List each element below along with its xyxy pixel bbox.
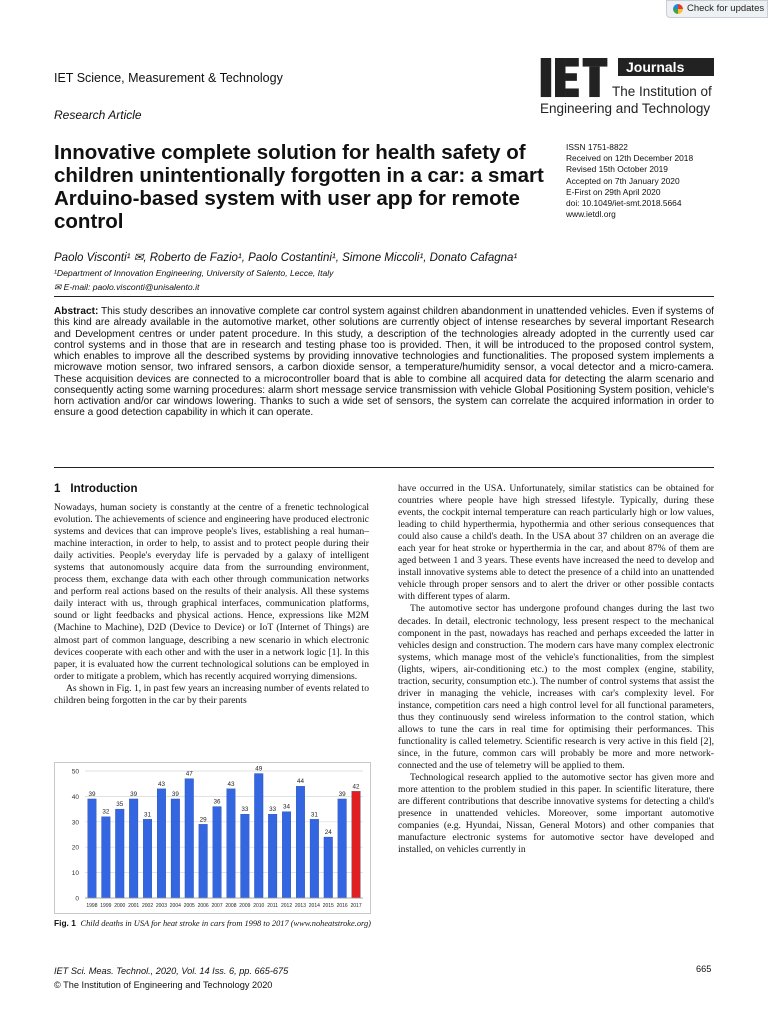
- bar: [338, 799, 347, 898]
- bar: [352, 791, 361, 898]
- data-label: 29: [199, 816, 207, 824]
- paragraph: Technological research applied to the automotive sector has given more and more attention to the problem studied in this paper. In scientific literature, there are different contributions that describe innovative systems for detecting a child's presence in unattended vehicles. Moreover, some important automotive companies (e.g. Hyundai, Nissan, General Motors) and other companies that manufacture electronic systems for automotive sector have developed and installed, on vehicles currently in: [398, 772, 714, 856]
- data-label: 36: [213, 798, 221, 806]
- paragraph: The automotive sector has undergone profound changes during the last two decades. In detail, electronic technology, less present respect to the mechanical component in the past, nowadays has reached and perhaps exceeded the latter in vehicles design and construction. The modern cars have many complex electronic systems, which manage most of the vehicle's functionalities, from the simplest (lights, wipers, air-conditioning etc.) to the most complex (engine, stability, traction, security, consumption etc.). The number of control systems that assist the driver in managing the vehicle, increases with car's complexity level. For instance, competition cars need a high control level for all functional parameters, thus they continuously send wireless information to the control station, which allows to tune the cars in real time for optimising their performances. This functionality is called telemetry. Scientific research is very active in this field [2], since, in the future, common cars will probably be more and more network-connected and the use of telemetry will be applied to them.: [398, 603, 714, 772]
- data-label: 39: [130, 790, 138, 798]
- data-label: 43: [157, 780, 165, 788]
- article-title: Innovative complete solution for health safety of children unintentionally forgotten in a car: a smart Arduino-based system with user app for remote control: [54, 141, 544, 233]
- bar: [324, 837, 333, 898]
- bar: [268, 814, 277, 898]
- issn: ISSN 1751-8822: [566, 142, 628, 152]
- x-tick-label: 2006: [197, 903, 209, 909]
- data-label: 39: [88, 790, 96, 798]
- journal-name: IET Science, Measurement & Technology: [54, 71, 283, 85]
- data-label: 43: [227, 780, 235, 788]
- x-tick-label: 2002: [141, 903, 154, 909]
- y-tick-label: 50: [71, 768, 79, 776]
- data-label: 39: [338, 790, 346, 798]
- data-label: 24: [324, 829, 332, 837]
- footer-citation: IET Sci. Meas. Technol., 2020, Vol. 14 Iss. 6, pp. 665-675: [54, 966, 289, 976]
- y-tick-label: 30: [71, 819, 79, 827]
- check-for-updates-label: Check for updates: [687, 3, 765, 14]
- corresponding-email[interactable]: ✉ E-mail: paolo.visconti@unisalento.it: [54, 282, 200, 292]
- abstract-label: Abstract:: [54, 306, 99, 317]
- abstract-text: This study describes an innovative complete car control system against children abandonment in unattended vehicles. Even if systems of this kind are already available in the automotive market, other solutions are currently object of intense researches by several important Research and Development centres or under patent procedure. In this study, a description of the technologies already adopted in the currently used car control systems and in those that are in research and testing phase too is provided. Then, it will be introduced to the proposed control system, which enables to improve all the described systems by providing innovative technologies and functionalities. The proposed system implements a microwave motion sensor, two infrared sensors, a carbon dioxide sensor, a temperature/humidity sensor, a vocal detector and a micro-camera. These acquisition devices are connected to a microcontroller board that is able to combine all acquired data for detecting the alarm scenario and consequently acting some warning procedures: alarm short message service transmission with vehicle Global Positioning System position, vehicle's horn activation and/or car windows lowering. Thanks to such a wide set of sensors, the system can correlate the acquired information in order to ensure a good detection capability in which it can operate.: [54, 306, 714, 419]
- data-label: 32: [102, 808, 110, 816]
- check-for-updates-button[interactable]: [666, 0, 768, 18]
- data-label: 31: [144, 811, 152, 819]
- divider-top: [54, 296, 714, 297]
- bar: [171, 799, 180, 898]
- article-metadata: [566, 142, 693, 220]
- paragraph: Nowadays, human society is constantly at the centre of a frenetic technological evolution. The achievements of science and engineering have produced electronic systems and devices that can improve people's lives, establishing a real human–machine interaction, in order to help, to assist and to protect people during their daily activities. People's everyday life is pervaded by a galaxy of intelligent systems that autonomously acquire data from the surrounding environment, process them, exchange data with each other through communication networks and perform real actions based on the results of their analysis. All these systems daily interact with us, through graphical interfaces, communication platforms, sound or light feedbacks and physical actions. Hence, expressions like M2M (Machine to Machine), D2D (Device to Device) or IoT (Internet of Things) are almost part of common language, describing a new scenario in which electronic devices cooperate with each other and with the user in a network logic [1]. In this paper, it is evaluated how the current technological solutions can be employed in order to mitigate a problem, which has recently acquired worrying dimensions.: [54, 502, 369, 682]
- affiliation: ¹Department of Innovation Engineering, University of Salento, Lecce, Italy: [54, 268, 334, 278]
- x-tick-label: 1998: [86, 903, 98, 909]
- iet-logo-icon: [540, 58, 610, 98]
- x-tick-label: 2001: [128, 903, 140, 909]
- data-label: 33: [241, 806, 249, 814]
- section-number: 1: [54, 483, 61, 495]
- x-tick-label: 2008: [225, 903, 237, 909]
- data-label: 34: [283, 803, 291, 811]
- article-type: Research Article: [54, 108, 142, 122]
- website[interactable]: www.ietdl.org: [566, 209, 616, 220]
- y-tick-label: 0: [75, 895, 79, 903]
- paragraph: As shown in Fig. 1, in past few years an increasing number of events related to children being forgotten in the car by their parents: [54, 682, 369, 706]
- x-tick-label: 2013: [294, 903, 307, 909]
- page-footer: [54, 964, 288, 992]
- data-label: 42: [352, 783, 360, 791]
- x-tick-label: 2003: [155, 903, 168, 909]
- doi[interactable]: doi: 10.1049/iet-smt.2018.5664: [566, 198, 682, 209]
- data-label: 35: [116, 801, 124, 809]
- x-tick-label: 2015: [322, 903, 334, 909]
- bar: [102, 817, 111, 898]
- received-date: Received on 12th December 2018: [566, 153, 694, 164]
- left-column: [54, 502, 369, 707]
- bar: [296, 786, 305, 898]
- bar: [227, 789, 236, 898]
- bar: [213, 807, 222, 898]
- figure-label: Fig. 1: [54, 918, 76, 928]
- bar: [241, 814, 250, 898]
- bar: [185, 779, 194, 898]
- bar: [115, 809, 124, 898]
- data-label: 44: [296, 778, 304, 786]
- page-number: 665: [696, 964, 712, 974]
- x-tick-label: 2000: [114, 903, 126, 909]
- figure-caption: [54, 918, 372, 929]
- x-tick-label: 2004: [169, 903, 181, 909]
- bar: [310, 819, 319, 898]
- bar: [157, 789, 166, 898]
- bar: [254, 774, 263, 898]
- journals-label: Journals: [618, 58, 714, 76]
- data-label: 39: [171, 790, 179, 798]
- x-tick-label: 1999: [100, 903, 112, 909]
- accepted-date: Accepted on 7th January 2020: [566, 175, 680, 186]
- revised-date: Revised 15th October 2019: [566, 164, 668, 175]
- figure-1-chart: [54, 762, 371, 914]
- x-tick-label: 2014: [308, 903, 320, 909]
- x-tick-label: 2012: [280, 903, 293, 909]
- abstract: [54, 306, 714, 419]
- x-tick-label: 2009: [239, 903, 251, 909]
- bar: [199, 824, 208, 898]
- x-tick-label: 2011: [267, 903, 279, 909]
- footer-copyright: © The Institution of Engineering and Technology 2020: [54, 980, 273, 990]
- data-label: 31: [310, 811, 318, 819]
- y-tick-label: 40: [71, 793, 79, 801]
- paragraph: have occurred in the USA. Unfortunately, similar statistics can be obtained for countries where people have high stressed lifestyle. Typically, during these events, the cockpit internal temperature can reach particularly high or low values, leading to child hyperthermia, hypothermia and other serious consequences that could also cause a child's death. In the USA about 37 children on an average die each year for heat stroke or hyperthermia in the car, and about 87% of them are aged between 1 and 3 years. These events have increased the need to develop and install innovative systems able to detect the presence of a child into an unattended vehicle through proper sensors and to alert the driver or other possible contacts with different types of alarm.: [398, 483, 714, 603]
- data-label: 49: [255, 765, 263, 773]
- data-label: 47: [185, 770, 193, 778]
- author-list: Paolo Visconti¹ ✉, Roberto de Fazio¹, Paolo Costantini¹, Simone Miccoli¹, Donato Cafagna¹: [54, 252, 518, 264]
- divider-bottom: [54, 467, 714, 468]
- figure-caption-text: Child deaths in USA for heat stroke in cars from 1998 to 2017 (www.noheatstroke.org): [80, 919, 371, 928]
- institution-line-1: The Institution of: [612, 84, 712, 99]
- bar-chart: [55, 763, 370, 913]
- institution-line-2: Engineering and Technology: [540, 101, 711, 116]
- x-tick-label: 2016: [336, 903, 348, 909]
- x-tick-label: 2010: [253, 903, 265, 909]
- data-label: 33: [269, 806, 277, 814]
- x-tick-label: 2005: [183, 903, 195, 909]
- x-tick-label: 2017: [350, 903, 362, 909]
- iet-journals-logo: [540, 58, 716, 120]
- efirst-date: E-First on 29th April 2020: [566, 186, 661, 197]
- bar: [143, 819, 152, 898]
- section-heading: [54, 483, 147, 495]
- bar: [282, 812, 291, 898]
- section-title: Introduction: [70, 483, 138, 495]
- x-tick-label: 2007: [211, 903, 223, 909]
- right-column: [398, 483, 714, 856]
- crossmark-icon: [673, 4, 683, 14]
- bar: [88, 799, 97, 898]
- bar: [129, 799, 138, 898]
- y-tick-label: 20: [71, 844, 79, 852]
- y-tick-label: 10: [71, 870, 79, 878]
